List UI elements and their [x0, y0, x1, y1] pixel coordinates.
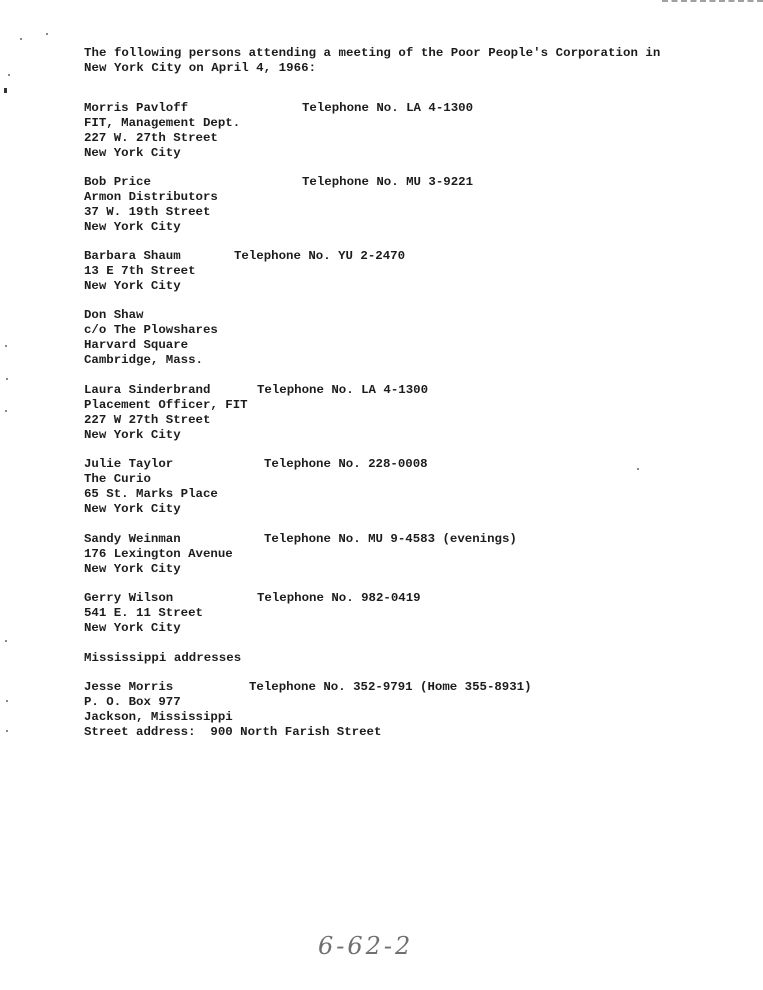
contact-address-line: New York City	[84, 621, 181, 635]
contact-address-line: 541 E. 11 Street	[84, 606, 203, 620]
contact-address-line: New York City	[84, 428, 181, 442]
contact-address-line: P. O. Box 977	[84, 695, 181, 709]
scan-speck	[6, 378, 8, 380]
contact-address-line: 227 W 27th Street	[84, 413, 211, 427]
scan-speck	[5, 640, 7, 642]
contact-telephone: Telephone No. 228-0008	[264, 457, 428, 471]
contact-address-line: New York City	[84, 220, 181, 234]
contact-address-line: New York City	[84, 279, 181, 293]
handwritten-page-number: 6-62-2	[318, 932, 414, 960]
contact-address-line: New York City	[84, 502, 181, 516]
contact-telephone: Telephone No. MU 9-4583 (evenings)	[264, 532, 517, 546]
contact-name: Laura Sinderbrand	[84, 383, 211, 397]
section-heading-mississippi: Mississippi addresses	[84, 651, 242, 665]
contact-address-line: c/o The Plowshares	[84, 323, 218, 337]
contact-name: Jesse Morris	[84, 680, 174, 694]
contact-address-line: Armon Distributors	[84, 190, 218, 204]
intro-line-2: New York City on April 4, 1966:	[84, 61, 317, 75]
scan-speck	[5, 345, 7, 347]
contact-telephone: Telephone No. MU 3-9221	[302, 175, 474, 189]
contact-address-line: Cambridge, Mass.	[84, 353, 203, 367]
scan-speck	[20, 38, 22, 40]
contact-address-line: 227 W. 27th Street	[84, 131, 218, 145]
contact-address-line: 176 Lexington Avenue	[84, 547, 233, 561]
scan-speck	[6, 700, 8, 702]
scan-speck	[8, 74, 10, 76]
contact-address-line: FIT, Management Dept.	[84, 116, 241, 130]
contact-address-line: New York City	[84, 146, 181, 160]
contact-address-line: 13 E 7th Street	[84, 264, 196, 278]
page-edge-marks	[662, 0, 763, 4]
contact-address-line: The Curio	[84, 472, 151, 486]
scan-speck	[5, 410, 7, 412]
contact-name: Sandy Weinman	[84, 532, 181, 546]
contact-telephone: Telephone No. YU 2-2470	[234, 249, 406, 263]
contact-address-line: New York City	[84, 562, 181, 576]
scan-speck	[46, 33, 48, 35]
contact-name: Bob Price	[84, 175, 151, 189]
scan-speck	[637, 468, 639, 470]
contact-telephone: Telephone No. 982-0419	[257, 591, 421, 605]
contact-address-line: 37 W. 19th Street	[84, 205, 211, 219]
contact-telephone: Telephone No. LA 4-1300	[257, 383, 429, 397]
contact-name: Morris Pavloff	[84, 101, 189, 115]
contact-name: Julie Taylor	[84, 457, 174, 471]
contact-address-line: Street address: 900 North Farish Street	[84, 725, 382, 739]
scan-speck	[6, 730, 8, 732]
contact-telephone: Telephone No. 352-9791 (Home 355-8931)	[249, 680, 532, 694]
contact-address-line: Placement Officer, FIT	[84, 398, 248, 412]
contact-address-line: 65 St. Marks Place	[84, 487, 218, 501]
contact-address-line: Jackson, Mississippi	[84, 710, 233, 724]
contact-address-line: Harvard Square	[84, 338, 189, 352]
contact-name: Don Shaw	[84, 308, 144, 322]
contact-name: Barbara Shaum	[84, 249, 181, 263]
contact-name: Gerry Wilson	[84, 591, 174, 605]
contact-telephone: Telephone No. LA 4-1300	[302, 101, 474, 115]
scan-speck	[4, 88, 7, 93]
intro-line-1: The following persons attending a meeting of the Poor People's Corporation in	[84, 46, 661, 60]
